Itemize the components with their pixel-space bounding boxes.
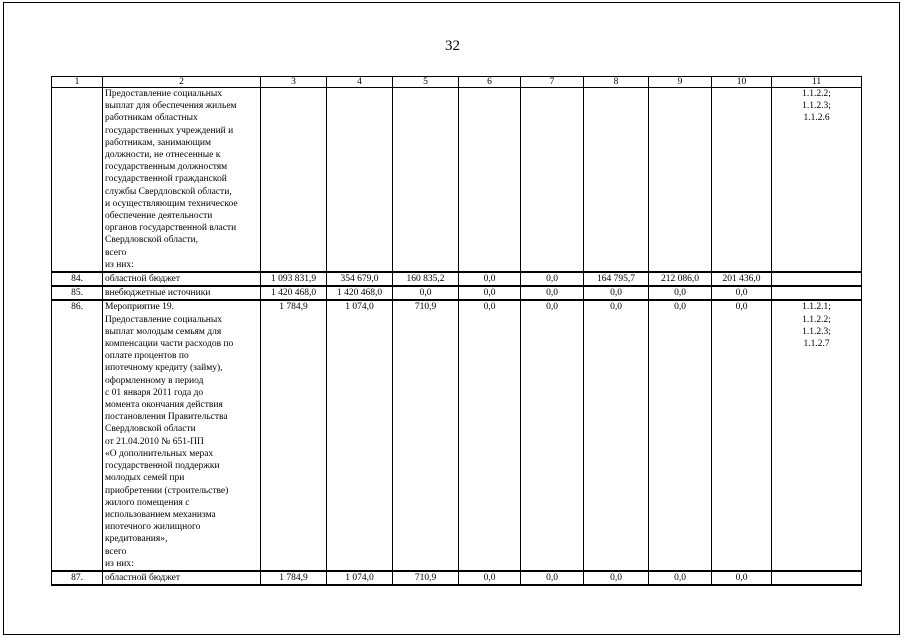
target-indicators: 1.1.2.2; 1.1.2.3; 1.1.2.6 [772,88,862,273]
value-cell: 0,0 [521,571,584,585]
column-header: 7 [521,77,584,88]
value-cell [327,88,393,273]
table-row [52,272,862,286]
value-cell: 0,0 [393,286,459,300]
value-cell: 0,0 [649,571,712,585]
value-cell: 0,0 [584,571,649,585]
value-cell: 354 679,0 [327,272,393,286]
value-cell [459,88,521,273]
column-header: 3 [261,77,327,88]
row-description: Предоставление социальных выплат для обеспечения жильем работникам областных государственных учреждений и работникам, занимающим должности, не отнесенные к государственным должностям государственной гражданской службы Свердловской области, и осуществляющим техническое обеспечение деятельности органов государственной власти Свердловской области, всего из них: [103,88,261,273]
column-header: 10 [712,77,772,88]
value-cell: 710,9 [393,300,459,570]
value-cell: 0,0 [649,286,712,300]
value-cell: 1 074,0 [327,571,393,585]
value-cell [521,88,584,273]
column-header: 9 [649,77,712,88]
target-indicators [772,286,862,300]
row-description: Мероприятие 19. Предоставление социальных выплат молодым семьям для компенсации части расходов по оплате процентов по ипотечному кредиту (займу), оформленному в период с 01 января 2011 года до момента окончания действия постановления Правительства Свердловской области от 21.04.2010 № 651-ПП «О дополнительных мерах государственной поддержки молодых семей при приобретении (строительстве) жилого помещения с использованием механизма ипотечного жилищного кредитования», всего из них: [103,300,261,570]
value-cell: 0,0 [459,300,521,570]
budget-table [51,76,862,586]
value-cell [649,88,712,273]
column-header: 2 [103,77,261,88]
value-cell: 1 784,9 [261,300,327,570]
value-cell: 1 074,0 [327,300,393,570]
value-cell: 0,0 [459,286,521,300]
row-number [52,88,103,273]
table-row [52,300,862,570]
target-indicators [772,571,862,585]
column-number-row [52,77,862,88]
column-header: 11 [772,77,862,88]
row-number: 84. [52,272,103,286]
value-cell: 0,0 [649,300,712,570]
row-description: внебюджетные источники [103,286,261,300]
value-cell: 160 835,2 [393,272,459,286]
value-cell [712,88,772,273]
value-cell: 164 795,7 [584,272,649,286]
value-cell: 212 086,0 [649,272,712,286]
value-cell: 0,0 [459,571,521,585]
target-indicators: 1.1.2.1; 1.1.2.2; 1.1.2.3; 1.1.2.7 [772,300,862,570]
value-cell: 1 420 468,0 [261,286,327,300]
value-cell: 1 093 831,9 [261,272,327,286]
value-cell: 201 436,0 [712,272,772,286]
table-row [52,88,862,273]
column-header: 1 [52,77,103,88]
value-cell [261,88,327,273]
value-cell: 0,0 [712,571,772,585]
column-header: 4 [327,77,393,88]
page-number: 32 [445,38,460,54]
value-cell: 0,0 [584,300,649,570]
column-header: 8 [584,77,649,88]
row-description: областной бюджет [103,571,261,585]
table-row [52,571,862,585]
value-cell: 0,0 [521,300,584,570]
value-cell: 0,0 [712,286,772,300]
row-number: 85. [52,286,103,300]
value-cell: 710,9 [393,571,459,585]
column-header: 6 [459,77,521,88]
value-cell [393,88,459,273]
row-number: 86. [52,300,103,570]
row-number: 87. [52,571,103,585]
table-row [52,286,862,300]
value-cell [584,88,649,273]
row-description: областной бюджет [103,272,261,286]
target-indicators [772,272,862,286]
column-header: 5 [393,77,459,88]
value-cell: 0,0 [521,272,584,286]
value-cell: 0,0 [712,300,772,570]
value-cell: 0,0 [584,286,649,300]
value-cell: 1 420 468,0 [327,286,393,300]
value-cell: 1 784,9 [261,571,327,585]
value-cell: 0,0 [521,286,584,300]
value-cell: 0,0 [459,272,521,286]
